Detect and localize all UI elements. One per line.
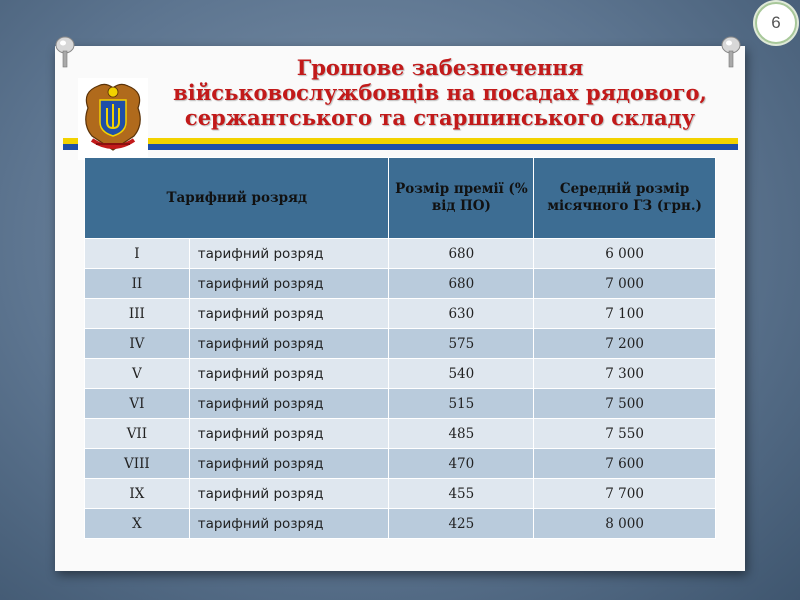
table-row (85, 239, 716, 269)
bonus-cell: 630 (389, 299, 534, 329)
grade-label-cell: тарифний розряд (189, 239, 389, 269)
table-row (85, 329, 716, 359)
grade-label-cell: тарифний розряд (189, 269, 389, 299)
flag-stripe (63, 138, 738, 150)
title-line: сержантського та старшинського складу (184, 105, 696, 130)
salary-cell: 7 700 (534, 479, 716, 509)
grade-roman-cell: X (85, 509, 190, 539)
salary-cell: 8 000 (534, 509, 716, 539)
bonus-cell: 485 (389, 419, 534, 449)
bonus-cell: 575 (389, 329, 534, 359)
salary-cell: 7 100 (534, 299, 716, 329)
salary-cell: 7 200 (534, 329, 716, 359)
pushpin-icon (54, 36, 76, 70)
grade-roman-cell: VII (85, 419, 190, 449)
salary-cell: 7 600 (534, 449, 716, 479)
grade-roman-cell: IX (85, 479, 190, 509)
grade-label-cell: тарифний розряд (189, 299, 389, 329)
salary-cell: 7 300 (534, 359, 716, 389)
header-grade: Тарифний розряд (85, 158, 389, 239)
coat-of-arms-emblem (78, 78, 148, 160)
grade-label-cell: тарифний розряд (189, 509, 389, 539)
bonus-cell: 470 (389, 449, 534, 479)
bonus-cell: 515 (389, 389, 534, 419)
bonus-cell: 425 (389, 509, 534, 539)
grade-label-cell: тарифний розряд (189, 449, 389, 479)
table-row (85, 269, 716, 299)
salary-cell: 6 000 (534, 239, 716, 269)
table-row (85, 449, 716, 479)
grade-roman-cell: V (85, 359, 190, 389)
title-line: військовослужбовців на посадах рядового, (173, 80, 707, 105)
grade-roman-cell: VIII (85, 449, 190, 479)
slide-number-badge (755, 2, 797, 44)
grade-roman-cell: II (85, 269, 190, 299)
grade-label-cell: тарифний розряд (189, 479, 389, 509)
grade-label-cell: тарифний розряд (189, 359, 389, 389)
salary-cell: 7 550 (534, 419, 716, 449)
grade-label-cell: тарифний розряд (189, 419, 389, 449)
table-row (85, 299, 716, 329)
grade-roman-cell: IV (85, 329, 190, 359)
grade-roman-cell: I (85, 239, 190, 269)
header-salary: Середній розмір місячного ГЗ (грн.) (534, 158, 716, 239)
grade-roman-cell: VI (85, 389, 190, 419)
bonus-cell: 680 (389, 269, 534, 299)
slide-title (160, 55, 720, 130)
table-row (85, 419, 716, 449)
bonus-cell: 455 (389, 479, 534, 509)
grade-label-cell: тарифний розряд (189, 389, 389, 419)
bonus-cell: 540 (389, 359, 534, 389)
pushpin-icon (720, 36, 742, 70)
table-row (85, 359, 716, 389)
salary-cell: 7 500 (534, 389, 716, 419)
slide-number: 6 (771, 13, 781, 32)
title-line: Грошове забезпечення (296, 55, 584, 80)
table-row (85, 509, 716, 539)
grade-roman-cell: III (85, 299, 190, 329)
salary-cell: 7 000 (534, 269, 716, 299)
pay-table (84, 157, 716, 539)
grade-label-cell: тарифний розряд (189, 329, 389, 359)
bonus-cell: 680 (389, 239, 534, 269)
table-header-row (85, 158, 716, 239)
header-bonus: Розмір премії (% від ПО) (389, 158, 534, 239)
table-row (85, 479, 716, 509)
table-row (85, 389, 716, 419)
